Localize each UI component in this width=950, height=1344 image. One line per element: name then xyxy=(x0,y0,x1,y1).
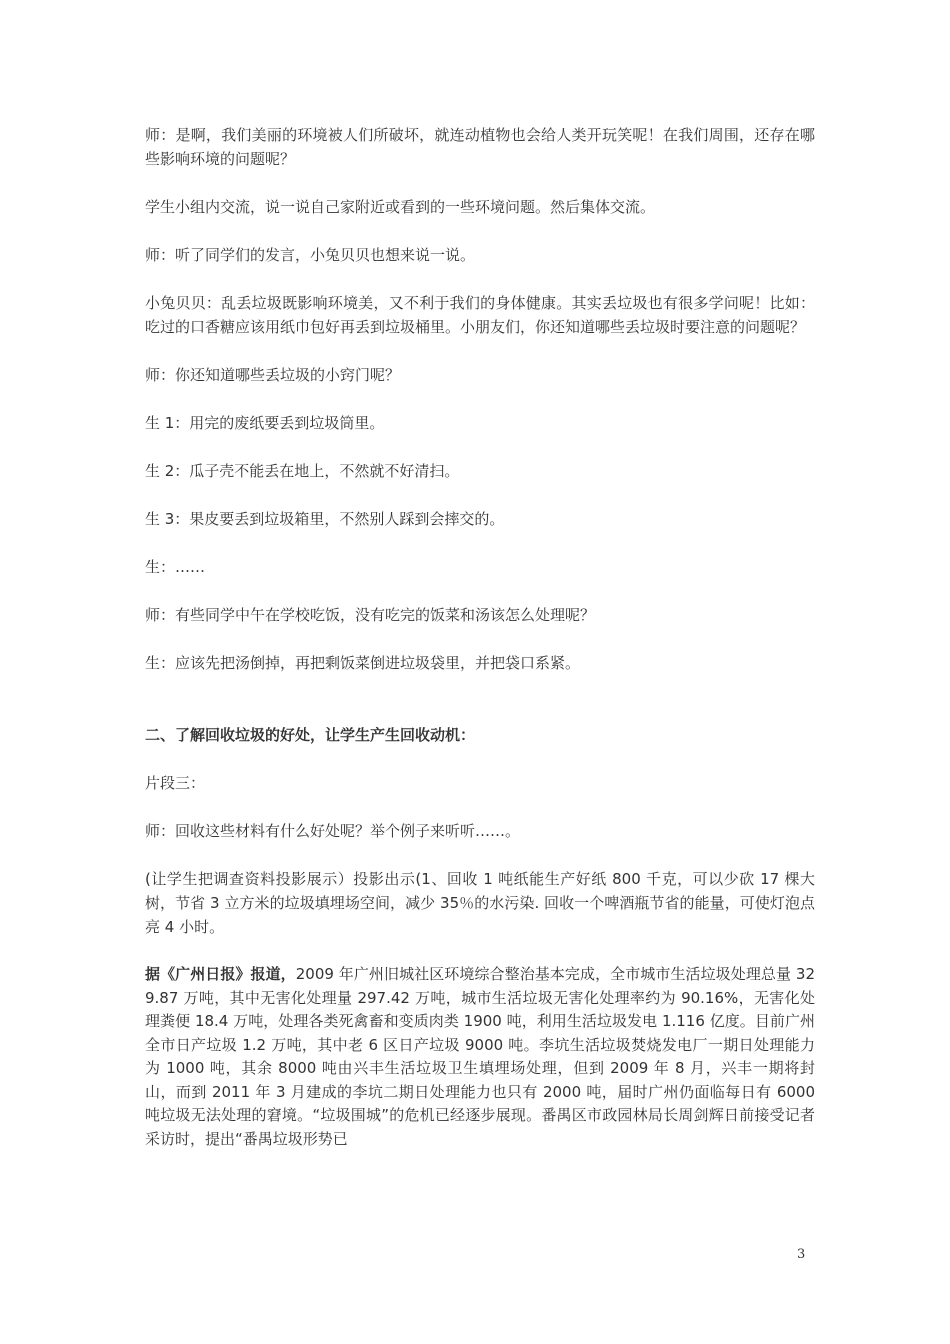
paragraph-teacher-recycle: 师：回收这些材料有什么好处呢？举个例子来听听……。 xyxy=(145,822,521,840)
report-source-lead: 据《广州日报》报道， xyxy=(145,965,296,983)
paragraph-teacher-environment: 师：是啊，我们美丽的环境被人们所破坏，就连动植物也会给人类开玩笑呢！在我们周围，还存在哪些影响环境的问题呢？ xyxy=(145,126,815,168)
page-number: 3 xyxy=(797,1247,806,1262)
paragraph-student-3: 生 3：果皮要丢到垃圾箱里，不然别人踩到会摔交的。 xyxy=(145,510,505,528)
paragraph-student-1: 生 1：用完的废纸要丢到垃圾筒里。 xyxy=(145,414,385,432)
page-content xyxy=(145,123,815,1175)
section-heading: 二、了解回收垃圾的好处，让学生产生回收动机： xyxy=(145,726,476,744)
paragraph-guangzhou-report xyxy=(145,963,815,1151)
paragraph-projection: (让学生把调查资料投影展示）投影出示(1、回收 1 吨纸能生产好纸 800 千克，可以少砍 17 棵大树，节省 3 立方米的垃圾填埋场空间，减少 35％的水污染. 回收一个啤酒瓶节省的能量，可使灯泡点亮 4 小时。 xyxy=(145,870,815,936)
paragraph-fragment-three: 片段三： xyxy=(145,774,206,792)
paragraph-student-2: 生 2：瓜子壳不能丢在地上，不然就不好清扫。 xyxy=(145,462,460,480)
report-body: 2009 年广州旧城社区环境综合整治基本完成，全市城市生活垃圾处理总量 329.87 万吨，其中无害化处理量 297.42 万吨，城市生活垃圾无害化处理率约为 90.16%，无害化处理粪便 18.4 万吨，处理各类死禽畜和变质肉类 1900 吨，利用生活垃圾发电 1.116 亿度。目前广州全市日产垃圾 1.2 万吨，其中老 6 区日产垃圾 9000 吨。李坑生活垃圾焚烧发电厂一期日处理能力为 1000 吨，其余 8000 吨由兴丰生活垃圾卫生填埋场处理，但到 2009 年 8 月，兴丰一期将封山，而到 2011 年 3 月建成的李坑二期日处理能力也只有 2000 吨，届时广州仍面临每日有 6000 吨垃圾无法处理的窘境。“垃圾围城”的危机已经逐步展现。番禺区市政园林局长周剑辉日前接受记者采访时，提出“番禺垃圾形势已 xyxy=(145,965,815,1148)
paragraph-student-ellipsis: 生：…… xyxy=(145,558,206,576)
paragraph-student-answer: 生：应该先把汤倒掉，再把剩饭菜倒进垃圾袋里，并把袋口系紧。 xyxy=(145,654,581,672)
paragraph-teacher-lunch: 师：有些同学中午在学校吃饭，没有吃完的饭菜和汤该怎么处理呢？ xyxy=(145,606,596,624)
paragraph-group-discussion: 学生小组内交流，说一说自己家附近或看到的一些环境问题。然后集体交流。 xyxy=(145,198,656,216)
paragraph-rabbit-speech: 小兔贝贝：乱丢垃圾既影响环境美，又不利于我们的身体健康。其实丢垃圾也有很多学问呢！比如：吃过的口香糖应该用纸巾包好再丢到垃圾桶里。小朋友们，你还知道哪些丢垃圾时要注意的问题呢？ xyxy=(145,294,815,336)
paragraph-teacher-tips: 师：你还知道哪些丢垃圾的小窍门呢？ xyxy=(145,366,401,384)
paragraph-teacher-rabbit: 师：听了同学们的发言，小兔贝贝也想来说一说。 xyxy=(145,246,476,264)
